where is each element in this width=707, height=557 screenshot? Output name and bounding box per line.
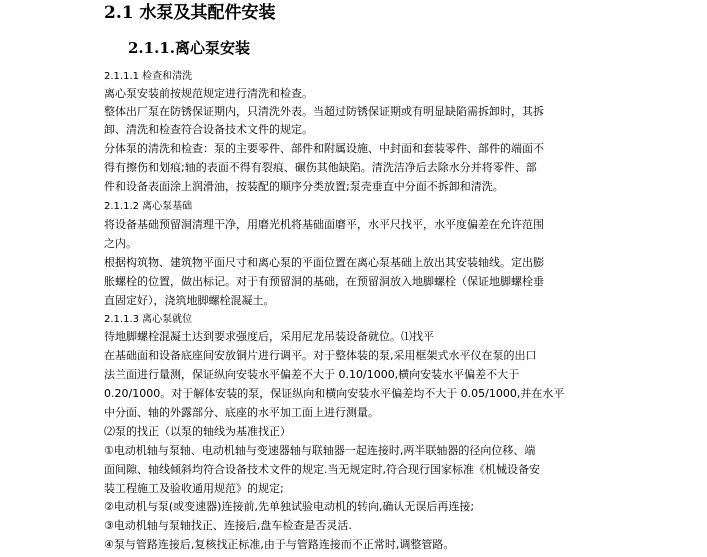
paragraph-line: 0.20/1000。对于解体安装的泵，保证纵向和横向安装水平偏差均不大于 0.05/1000,并在水平 [104,387,565,400]
paragraph-line: 待地脚螺栓混凝土达到要求强度后，采用尼龙吊装设备就位。⑴找平 [104,330,434,343]
paragraph-line: 在基础面和设备底座间安放铜片进行调平。对于整体装的泵,采用框架式水平仪在泵的出口 [104,349,537,362]
paragraph-line: 面间隙、轴线倾斜均符合设备技术文件的规定.当无规定时,符合现行国家标准《机械设备安 [104,463,540,476]
paragraph-line: 分体泵的清洗和检查：泵的主要零件、部件和附属设施、中封面和套装零件、部件的端面不 [104,142,544,155]
paragraph-line: 整体出厂泵在防锈保证期内，只清洗外表。当超过防锈保证期或有明显缺陷需拆卸时，其拆 [104,105,544,118]
paragraph-line: 法兰面进行量测，保证纵向安装水平偏差不大于 0.10/1000,横向安装水平偏差不大于 [104,368,520,381]
paragraph-line: ④泵与管路连接后,复核找正标准,由于与管路连接而不正常时,调整管路。 [104,538,455,551]
paragraph-line: 卸、清洗和检查符合设备技术文件的规定。 [104,123,313,136]
paragraph-line: 装工程施工及验收通用规范》的规定; [104,482,284,495]
paragraph-line: ③电动机轴与泵轴找正、连接后,盘车检查是否灵活. [104,519,352,532]
paragraph-line: 中分面、轴的外露部分、底座的水平加工面上进行测量。 [104,406,379,419]
paragraph-line: 得有擦伤和划痕;轴的表面不得有裂痕、碾伤其他缺陷。清洗洁净后去除水分并将零件、部 [104,161,537,174]
clause-title: 2.1.1.3 离心泵就位 [104,314,193,325]
paragraph-line: 直固定好），浇筑地脚螺栓混凝土。 [104,294,275,307]
clause-title: 2.1.1.1 检查和清洗 [104,71,193,82]
paragraph-line: ⑵泵的找正（以泵的轴线为基准找正） [104,425,291,438]
subsection-heading: 2.1.1.离心泵安装 [128,39,250,57]
clause-title: 2.1.1.2 离心泵基础 [104,201,193,212]
paragraph-line: ①电动机轴与泵轴、电动机轴与变速器轴与联轴器一起连接时,两半联轴器的径向位移、端 [104,444,536,457]
paragraph-line: 胀螺栓的位置，做出标记。对于有预留洞的基础，在预留洞放入地脚螺栓（保证地脚螺栓垂 [104,275,544,288]
paragraph-line: ②电动机与泵(或变速器)连接前,先单独试验电动机的转向,确认无误后再连接; [104,500,475,513]
paragraph-line: 件和设备表面涂上润滑油，按装配的顺序分类放置;泵壳垂直中分面不拆卸和清洗。 [104,180,504,193]
paragraph-line: 离心泵安装前按规范规定进行清洗和检查。 [104,87,313,100]
paragraph-line: 根据构筑物、建筑物平面尺寸和离心泵的平面位置在离心泵基础上放出其安装轴线。定出膨 [104,256,544,269]
section-heading: 2.1 水泵及其配件安装 [104,3,276,23]
paragraph-line: 之内。 [104,237,137,250]
paragraph-line: 将设备基础预留洞清理干净，用磨光机将基础面磨平，水平尺找平，水平度偏差在允许范围 [104,218,544,231]
